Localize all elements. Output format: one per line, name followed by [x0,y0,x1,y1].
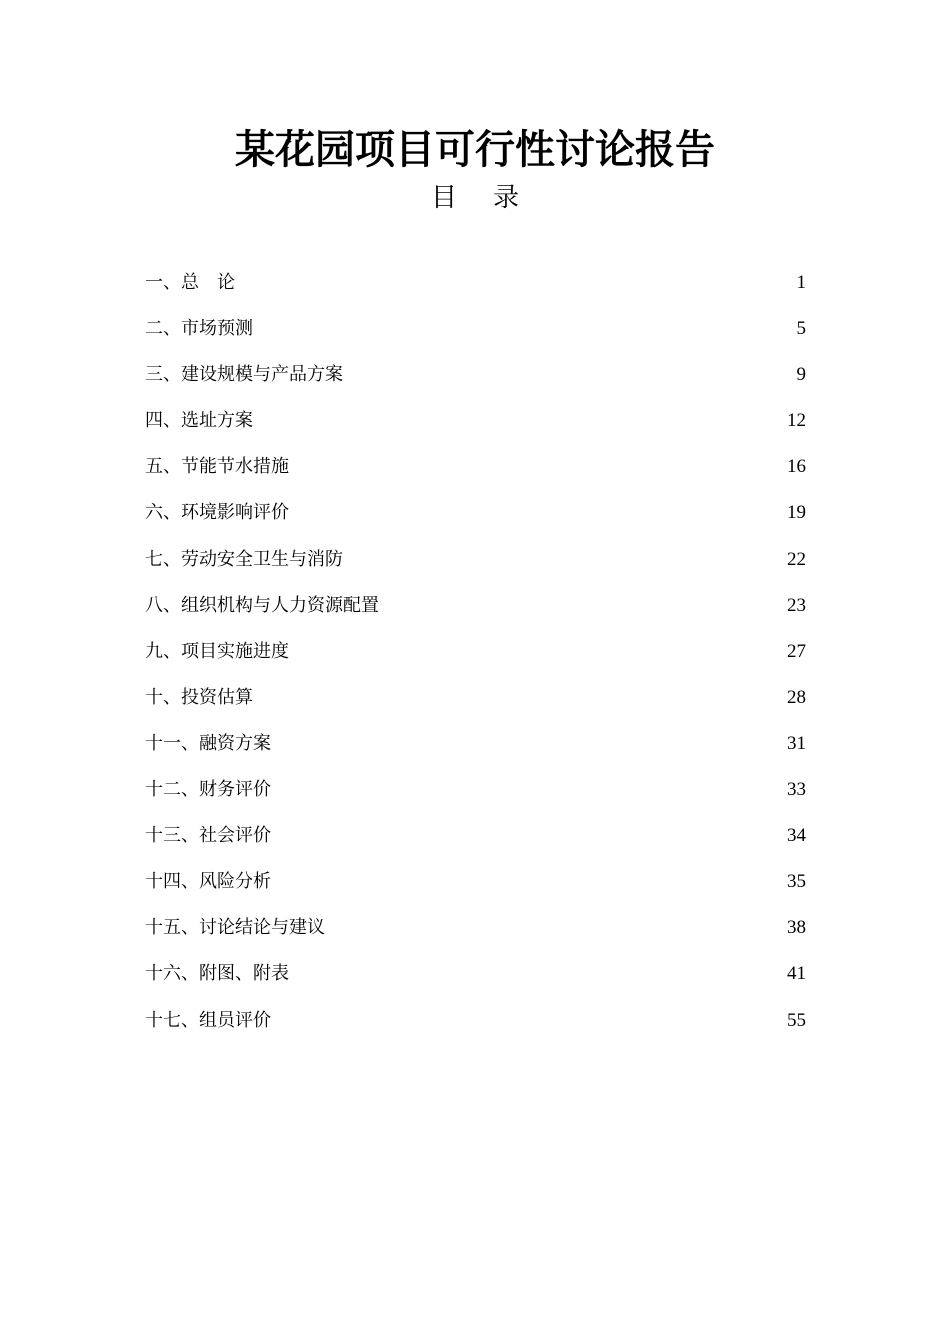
toc-entry-label: 八、组织机构与人力资源配置 [145,594,379,616]
toc-entry[interactable] [145,721,806,767]
toc-entry-label: 五、节能节水措施 [145,456,289,478]
toc-entry[interactable] [145,859,806,905]
toc-entry[interactable] [145,767,806,813]
toc-entry[interactable] [145,537,806,583]
toc-entry[interactable] [145,306,806,352]
toc-heading-char-1: 目 [430,183,457,213]
toc-entry-label: 一、总 论 [145,272,235,293]
toc-entry-page-number: 27 [787,640,806,662]
toc-heading-char-2: 录 [493,183,520,213]
toc-entry-page-number: 28 [787,686,806,708]
toc-entry-label: 四、选址方案 [145,410,253,432]
toc-entry-label: 十二、财务评价 [145,779,271,801]
toc-entry[interactable] [145,813,806,859]
toc-heading [0,180,950,216]
toc-entry[interactable] [145,998,806,1044]
toc-entry-page-number: 31 [787,732,806,754]
toc-entry[interactable] [145,905,806,951]
toc-entry-label: 十四、风险分析 [145,871,271,893]
toc-entry-label: 十三、社会评价 [145,825,271,847]
toc-entry-label: 十五、讨论结论与建议 [145,917,325,939]
toc-entry-page-number: 12 [787,410,806,432]
toc-entry[interactable] [145,629,806,675]
toc-entry[interactable] [145,398,806,444]
toc-entry-label: 十七、组员评价 [145,1009,271,1031]
toc-entry-page-number: 55 [787,1009,806,1031]
toc-entry-page-number: 38 [787,917,806,939]
toc-entry-page-number: 33 [787,779,806,801]
toc-entry-page-number: 34 [787,825,806,847]
toc-entry[interactable] [145,490,806,536]
toc-entry-label: 二、市场预测 [145,318,253,340]
toc-entry-label: 三、建设规模与产品方案 [145,364,343,386]
toc-entry-page-number: 1 [796,272,806,293]
toc-entry-label: 十一、融资方案 [145,732,271,754]
toc-entry-page-number: 5 [796,318,806,340]
toc-entry[interactable] [145,583,806,629]
toc-entry-label: 九、项目实施进度 [145,640,289,662]
toc-entry-page-number: 35 [787,871,806,893]
toc-entry[interactable] [145,444,806,490]
toc-entry-page-number: 23 [787,594,806,616]
toc-entry-page-number: 41 [787,963,806,985]
document-title: 某花园项目可行性讨论报告 [235,126,715,173]
toc-entry[interactable] [145,675,806,721]
toc-entry-page-number: 16 [787,456,806,478]
toc-entry-page-number: 19 [787,502,806,524]
toc-entry[interactable] [145,260,806,306]
toc-entry-label: 十六、附图、附表 [145,963,289,985]
toc-entry-page-number: 9 [796,364,806,386]
toc-entry-page-number: 22 [787,548,806,570]
table-of-contents [145,260,806,1044]
toc-entry[interactable] [145,951,806,997]
toc-entry-label: 七、劳动安全卫生与消防 [145,548,343,570]
toc-entry-label: 六、环境影响评价 [145,502,289,524]
toc-entry-label: 十、投资估算 [145,686,253,708]
toc-entry[interactable] [145,352,806,398]
